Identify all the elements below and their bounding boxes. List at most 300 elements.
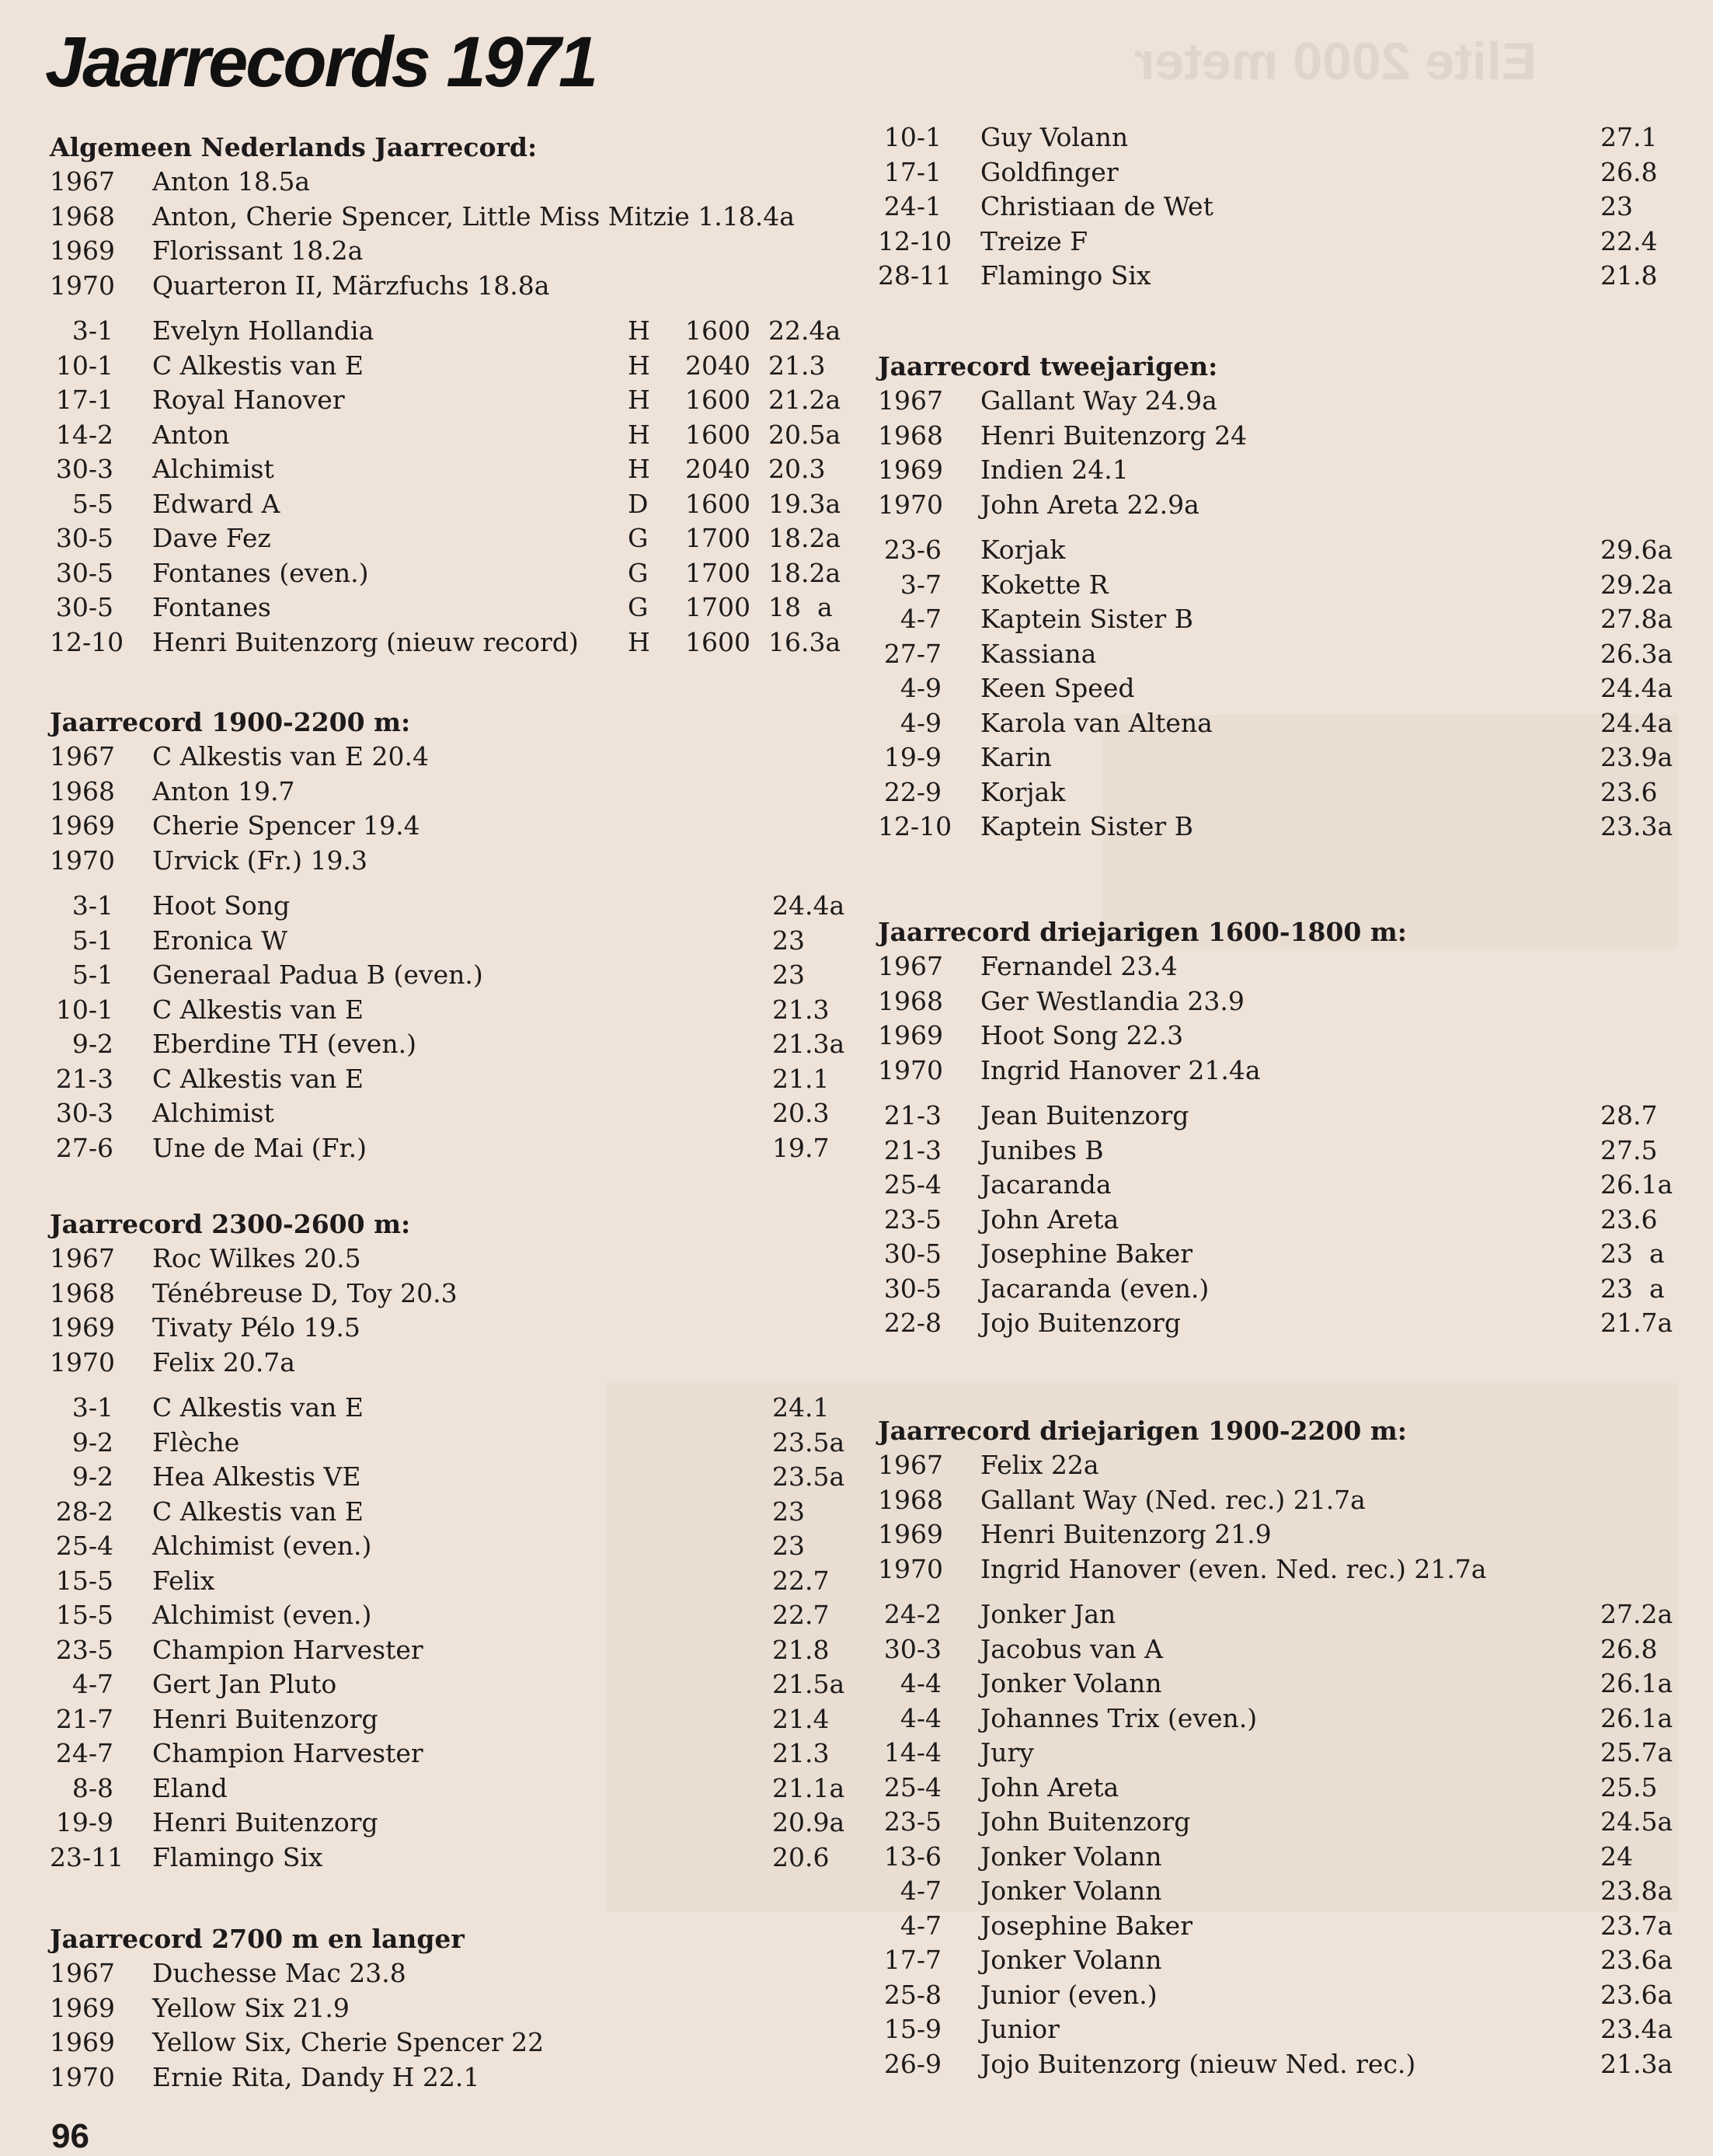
horse-name: Flamingo Six: [152, 1841, 323, 1872]
year: 1970: [878, 1553, 943, 1584]
record-text: Gallant Way 24.9a: [980, 385, 1217, 416]
section-heading: Jaarrecord 2700 m en langer: [50, 1924, 465, 1954]
year: 1970: [50, 845, 115, 876]
record-row: [878, 120, 1670, 155]
horse-name: Fontanes: [152, 592, 271, 622]
horse-name: Josephine Baker: [980, 1910, 1192, 1941]
record-time: 23.4a: [1600, 2014, 1673, 2044]
record-text: Ingrid Hanover (even. Ned. rec.) 21.7a: [980, 1553, 1487, 1584]
record-time: 26.1a: [1600, 1169, 1673, 1200]
record-row: [50, 1131, 842, 1166]
date: 8-8: [71, 1772, 113, 1803]
record-row: [878, 1099, 1670, 1134]
date: 30-3: [55, 454, 113, 484]
horse-name: Jojo Buitenzorg: [980, 1308, 1181, 1338]
record-row: [878, 1632, 1670, 1667]
record-text: Yellow Six, Cherie Spencer 22: [152, 2027, 545, 2057]
record-row: [878, 1771, 1670, 1806]
date: 28-11: [878, 260, 952, 291]
record-time: 19.3a: [768, 488, 841, 519]
record-time: 26.1a: [1600, 1702, 1673, 1733]
record-rows: [878, 1099, 1673, 1341]
record-time: 21.3a: [772, 1029, 845, 1059]
section-tweejarigen: [878, 350, 1673, 845]
record-time: 21.3: [772, 1738, 830, 1768]
track-code: H: [628, 385, 650, 415]
section-heading: Jaarrecord 1900-2200 m:: [50, 707, 411, 737]
horse-name: Kassiana: [980, 638, 1097, 669]
year-records: [878, 1448, 1670, 1587]
horse-name: Alchimist: [152, 454, 274, 484]
horse-name: Champion Harvester: [152, 1738, 423, 1768]
horse-name: Jean Buitenzorg: [980, 1100, 1189, 1130]
year-record: [878, 984, 1670, 1019]
year: 1968: [50, 200, 115, 232]
horse-name: Dave Fez: [152, 523, 271, 553]
record-time: 26.1a: [1600, 1668, 1673, 1698]
record-time: 23: [772, 960, 805, 990]
record-time: 21.5a: [772, 1669, 845, 1699]
record-time: 21.3: [768, 350, 826, 381]
record-time: 27.1: [1600, 122, 1658, 152]
year: 1969: [50, 1992, 115, 2023]
year: 1970: [878, 489, 943, 520]
horse-name: Alchimist: [152, 1098, 274, 1128]
record-row: [50, 556, 842, 591]
year-record: [878, 949, 1670, 984]
record-text: Indien 24.1: [980, 455, 1129, 485]
section-algemeen: [50, 131, 842, 660]
horse-name: Flamingo Six: [980, 260, 1151, 291]
horse-name: Keen Speed: [980, 673, 1135, 703]
record-time: 24.4a: [772, 890, 845, 921]
year-record: [50, 1346, 842, 1381]
record-row: [50, 1667, 845, 1702]
horse-name: Jojo Buitenzorg (nieuw Ned. rec.): [980, 2048, 1416, 2079]
section-heading: Jaarrecord 2300-2600 m:: [50, 1209, 411, 1239]
year-record: [50, 2060, 842, 2095]
record-row: [50, 1460, 845, 1495]
year-record: [878, 384, 1670, 419]
year-record: [50, 1956, 842, 1991]
date: 12-10: [878, 811, 952, 841]
record-row: [878, 1805, 1673, 1840]
record-time: 23: [772, 1496, 805, 1527]
horse-name: Jonker Volann: [980, 1841, 1162, 1872]
year: 1969: [878, 1519, 943, 1549]
year: 1967: [50, 166, 115, 197]
horse-name: Felix: [152, 1565, 215, 1596]
record-text: Ernie Rita, Dandy H 22.1: [152, 2061, 480, 2092]
date: 3-1: [71, 315, 113, 346]
year-record: [50, 1277, 842, 1311]
date: 5-1: [71, 960, 113, 990]
record-text: Henri Buitenzorg 24: [980, 420, 1248, 451]
horse-name: Korjak: [980, 776, 1066, 807]
record-time: 21.3: [772, 994, 830, 1025]
record-time: 23 a: [1600, 1238, 1665, 1269]
record-time: 28.7: [1600, 1100, 1658, 1130]
record-rows: [878, 1597, 1673, 2081]
date: 14-2: [55, 419, 113, 450]
date: 13-6: [883, 1841, 942, 1872]
page-number: 96: [51, 2117, 89, 2155]
record-time: 24.1: [772, 1392, 830, 1423]
record-text: Cherie Spencer 19.4: [152, 810, 420, 841]
date: 4-9: [900, 707, 942, 738]
horse-name: Henri Buitenzorg (nieuw record): [152, 626, 579, 657]
record-time: 22.4: [1600, 225, 1658, 256]
date: 21-3: [55, 1063, 113, 1094]
horse-name: Alchimist (even.): [152, 1600, 372, 1630]
record-row: [50, 1771, 845, 1806]
date: 25-8: [883, 1979, 942, 2010]
distance: 1600: [685, 488, 750, 519]
date: 14-4: [883, 1737, 942, 1768]
year: 1967: [878, 385, 943, 416]
year-record: [50, 234, 842, 269]
record-row: [50, 1426, 845, 1461]
record-time: 24.4a: [1600, 707, 1673, 738]
page-title: Jaarrecords 1971: [45, 23, 597, 102]
horse-name: Royal Hanover: [152, 385, 345, 415]
record-row: [878, 225, 1670, 259]
record-row: [878, 1909, 1673, 1944]
record-row: [878, 1978, 1673, 2013]
distance: 1600: [685, 626, 750, 657]
record-text: Felix 22a: [980, 1450, 1099, 1480]
year-record: [50, 1311, 842, 1346]
record-rows: [50, 314, 842, 660]
record-rows: [878, 533, 1673, 845]
horse-name: Kaptein Sister B: [980, 604, 1193, 634]
track-code: D: [628, 488, 649, 519]
track-code: G: [628, 592, 649, 622]
year: 1968: [50, 1277, 115, 1308]
horse-name: Jonker Volann: [980, 1668, 1162, 1698]
horse-name: Edward A: [152, 488, 280, 519]
horse-name: Evelyn Hollandia: [152, 315, 374, 346]
year-record: [50, 269, 842, 304]
date: 9-2: [71, 1426, 113, 1458]
record-time: 24.5a: [1600, 1806, 1673, 1837]
record-row: [878, 1840, 1670, 1875]
horse-name: Johannes Trix (even.): [980, 1702, 1258, 1733]
date: 21-3: [883, 1134, 942, 1165]
horse-name: Generaal Padua B (even.): [152, 960, 483, 990]
date: 12-10: [50, 626, 124, 657]
section-heading: Jaarrecord tweejarigen:: [878, 351, 1218, 381]
horse-name: Eberdine TH (even.): [152, 1029, 416, 1059]
record-row: [878, 775, 1670, 810]
horse-name: Hea Alkestis VE: [152, 1461, 361, 1492]
record-time: 20.3: [772, 1098, 830, 1128]
record-time: 19.7: [772, 1132, 830, 1163]
record-time: 27.5: [1600, 1134, 1658, 1165]
year-records: [50, 1242, 842, 1380]
record-row: [878, 2047, 1673, 2082]
record-time: 21.1: [772, 1063, 830, 1094]
record-time: 21.8: [1600, 260, 1658, 291]
date: 30-5: [55, 557, 113, 588]
record-row: [878, 1943, 1673, 1978]
record-row: [50, 1841, 842, 1876]
year: 1970: [878, 1054, 943, 1085]
horse-name: Treize F: [980, 225, 1088, 256]
record-time: 21.4: [772, 1703, 830, 1734]
record-text: Hoot Song 22.3: [980, 1020, 1184, 1050]
record-time: 23.6: [1600, 776, 1658, 807]
record-row: [50, 314, 842, 349]
date: 30-3: [55, 1098, 113, 1128]
horse-name: Anton: [152, 419, 230, 450]
horse-name: Gert Jan Pluto: [152, 1669, 337, 1699]
year-record: [50, 844, 842, 879]
date: 23-5: [883, 1203, 942, 1235]
horse-name: C Alkestis van E: [152, 1496, 364, 1527]
record-time: 24: [1600, 1841, 1633, 1872]
track-code: H: [628, 454, 650, 484]
year-record: [878, 1448, 1670, 1483]
record-row: [878, 1134, 1670, 1169]
record-row: [878, 155, 1670, 190]
record-text: Tivaty Pélo 19.5: [152, 1312, 360, 1343]
record-time: 23.3a: [1600, 811, 1673, 841]
record-row: [50, 383, 842, 418]
section-heading: Jaarrecord driejarigen 1600-1800 m:: [878, 917, 1407, 947]
date: 28-2: [55, 1496, 113, 1527]
section-1900-2200: [50, 705, 845, 1165]
record-time: 23: [772, 925, 805, 956]
horse-name: Hoot Song: [152, 890, 291, 921]
record-row: [878, 1306, 1673, 1341]
date: 4-9: [900, 673, 942, 703]
year-records: [50, 1956, 842, 2095]
record-row: [50, 1806, 845, 1841]
date: 4-7: [71, 1669, 113, 1699]
horse-name: Henri Buitenzorg: [152, 1703, 378, 1734]
date: 4-7: [900, 1910, 942, 1941]
track-code: G: [628, 557, 649, 588]
horse-name: C Alkestis van E: [152, 350, 364, 381]
date: 23-11: [50, 1841, 124, 1872]
record-time: 23.6: [1600, 1203, 1658, 1235]
year-record: [878, 1054, 1670, 1088]
record-row: [50, 1736, 842, 1771]
horse-name: Karola van Altena: [980, 707, 1213, 738]
record-time: 21.7a: [1600, 1308, 1673, 1338]
horse-name: Jacobus van A: [980, 1633, 1163, 1664]
horse-name: Une de Mai (Fr.): [152, 1132, 367, 1163]
record-row: [50, 1702, 842, 1737]
date: 4-4: [900, 1702, 942, 1733]
record-time: 27.2a: [1600, 1599, 1673, 1629]
record-text: Anton 19.7: [152, 775, 295, 806]
horse-name: C Alkestis van E: [152, 994, 364, 1025]
date: 10-1: [55, 994, 113, 1025]
date: 4-7: [900, 1876, 942, 1906]
date: 15-5: [55, 1600, 113, 1630]
track-code: G: [628, 523, 649, 553]
record-time: 23.5a: [772, 1461, 845, 1492]
horse-name: Henri Buitenzorg: [152, 1807, 378, 1837]
record-text: Gallant Way (Ned. rec.) 21.7a: [980, 1484, 1366, 1515]
record-row: [50, 1096, 842, 1131]
horse-name: C Alkestis van E: [152, 1392, 364, 1423]
year: 1968: [878, 985, 943, 1016]
date: 5-1: [71, 925, 113, 956]
date: 21-3: [883, 1100, 942, 1130]
record-time: 23.9a: [1600, 742, 1673, 772]
year-record: [50, 775, 842, 810]
horse-name: Eronica W: [152, 925, 288, 956]
record-time: 20.9a: [772, 1807, 845, 1837]
record-time: 20.5a: [768, 419, 841, 450]
date: 10-1: [883, 122, 942, 152]
record-row: [50, 590, 842, 625]
record-text: C Alkestis van E 20.4: [152, 741, 429, 771]
date: 3-1: [71, 1392, 113, 1423]
date: 25-4: [883, 1169, 942, 1200]
year-record: [878, 419, 1670, 454]
record-rows: [50, 889, 845, 1165]
record-text: Ingrid Hanover 21.4a: [980, 1054, 1261, 1085]
horse-name: Kokette R: [980, 569, 1109, 600]
record-time: 27.8a: [1600, 604, 1673, 634]
record-text: Florissant 18.2a: [152, 235, 364, 266]
date: 5-5: [71, 488, 113, 519]
date: 25-4: [55, 1531, 113, 1561]
record-text: Anton, Cherie Spencer, Little Miss Mitzie 1.18.4a: [152, 200, 795, 232]
date: 17-1: [55, 385, 113, 415]
date: 4-7: [900, 604, 942, 634]
record-text: John Areta 22.9a: [980, 489, 1199, 520]
record-text: Anton 18.5a: [152, 166, 311, 197]
date: 9-2: [71, 1029, 113, 1059]
record-text: Duchesse Mac 23.8: [152, 1958, 406, 1988]
record-time: 16.3a: [768, 626, 841, 657]
year: 1970: [50, 2061, 115, 2092]
record-text: Yellow Six 21.9: [152, 1992, 350, 2023]
year: 1970: [50, 270, 115, 301]
date: 30-5: [883, 1273, 942, 1304]
date: 9-2: [71, 1461, 113, 1492]
bleed-through-title: Elite 2000 meter: [1134, 32, 1537, 91]
date: 23-5: [883, 1806, 942, 1837]
horse-name: Junior (even.): [980, 1979, 1158, 2010]
record-row: [50, 487, 842, 522]
year-records: [50, 165, 842, 303]
horse-name: Goldfinger: [980, 156, 1119, 187]
distance: 2040: [685, 454, 750, 484]
date: 17-1: [883, 156, 942, 187]
record-row: [50, 1633, 842, 1668]
record-row: [878, 602, 1673, 637]
record-time: 25.7a: [1600, 1737, 1673, 1768]
record-row: [50, 1564, 842, 1599]
date: 30-3: [883, 1633, 942, 1664]
date: 21-7: [55, 1703, 113, 1734]
record-row: [50, 1598, 842, 1633]
section-2700-plus: [50, 1922, 842, 2095]
year: 1969: [50, 235, 115, 266]
year-record: [50, 809, 842, 844]
record-time: 23.6a: [1600, 1979, 1673, 2010]
year-record: [50, 1991, 842, 2026]
year-record: [50, 2025, 842, 2060]
record-row: [50, 521, 842, 556]
horse-name: Jonker Jan: [980, 1599, 1116, 1629]
year: 1969: [50, 1312, 115, 1343]
record-row: [878, 671, 1673, 706]
year-record: [878, 1483, 1670, 1518]
record-row: [878, 1237, 1670, 1272]
record-row: [878, 533, 1673, 568]
horse-name: Eland: [152, 1772, 228, 1803]
record-time: 29.2a: [1600, 569, 1673, 600]
record-time: 22.4a: [768, 315, 841, 346]
section-driejarigen-1600-1800: [878, 915, 1673, 1341]
date: 30-5: [883, 1238, 942, 1269]
date: 12-10: [878, 225, 952, 256]
record-row: [878, 1667, 1673, 1701]
year: 1968: [878, 1484, 943, 1515]
record-row: [878, 706, 1673, 741]
horse-name: Kaptein Sister B: [980, 811, 1193, 841]
year-record: [50, 740, 842, 775]
horse-name: Guy Volann: [980, 122, 1129, 152]
date: 30-5: [55, 523, 113, 553]
horse-name: John Areta: [980, 1203, 1119, 1235]
record-row: [50, 418, 842, 453]
horse-name: Junibes B: [980, 1134, 1104, 1165]
horse-name: Alchimist (even.): [152, 1531, 372, 1561]
record-row: [50, 349, 842, 384]
year: 1967: [50, 1243, 115, 1273]
record-text: Quarteron II, Märzfuchs 18.8a: [152, 270, 550, 301]
record-time: 18 a: [768, 592, 833, 622]
year-record: [878, 1552, 1670, 1587]
record-time: 25.5: [1600, 1771, 1658, 1802]
record-row: [878, 1272, 1670, 1307]
record-text: Felix 20.7a: [152, 1346, 295, 1378]
record-time: 26.3a: [1600, 638, 1673, 669]
record-row: [50, 924, 842, 959]
horse-name: Karin: [980, 742, 1052, 772]
record-text: Urvick (Fr.) 19.3: [152, 845, 368, 876]
record-time: 23.5a: [772, 1426, 845, 1458]
record-row: [878, 1597, 1673, 1632]
record-time: 29.6a: [1600, 535, 1673, 565]
record-time: 20.6: [772, 1841, 830, 1872]
record-time: 23.6a: [1600, 1945, 1673, 1975]
distance: 1600: [685, 419, 750, 450]
horse-name: Flèche: [152, 1426, 240, 1458]
horse-name: Jonker Volann: [980, 1945, 1162, 1975]
horse-name: Christiaan de Wet: [980, 191, 1213, 221]
record-rows: [878, 120, 1670, 294]
horse-name: Jonker Volann: [980, 1876, 1162, 1906]
date: 3-1: [71, 890, 113, 921]
track-code: H: [628, 626, 650, 657]
year: 1969: [878, 455, 943, 485]
date: 19-9: [55, 1807, 113, 1837]
record-time: 21.3a: [1600, 2048, 1673, 2079]
record-time: 26.8: [1600, 1633, 1658, 1664]
year-records: [878, 949, 1670, 1088]
horse-name: Josephine Baker: [980, 1238, 1192, 1269]
date: 23-5: [55, 1634, 113, 1665]
